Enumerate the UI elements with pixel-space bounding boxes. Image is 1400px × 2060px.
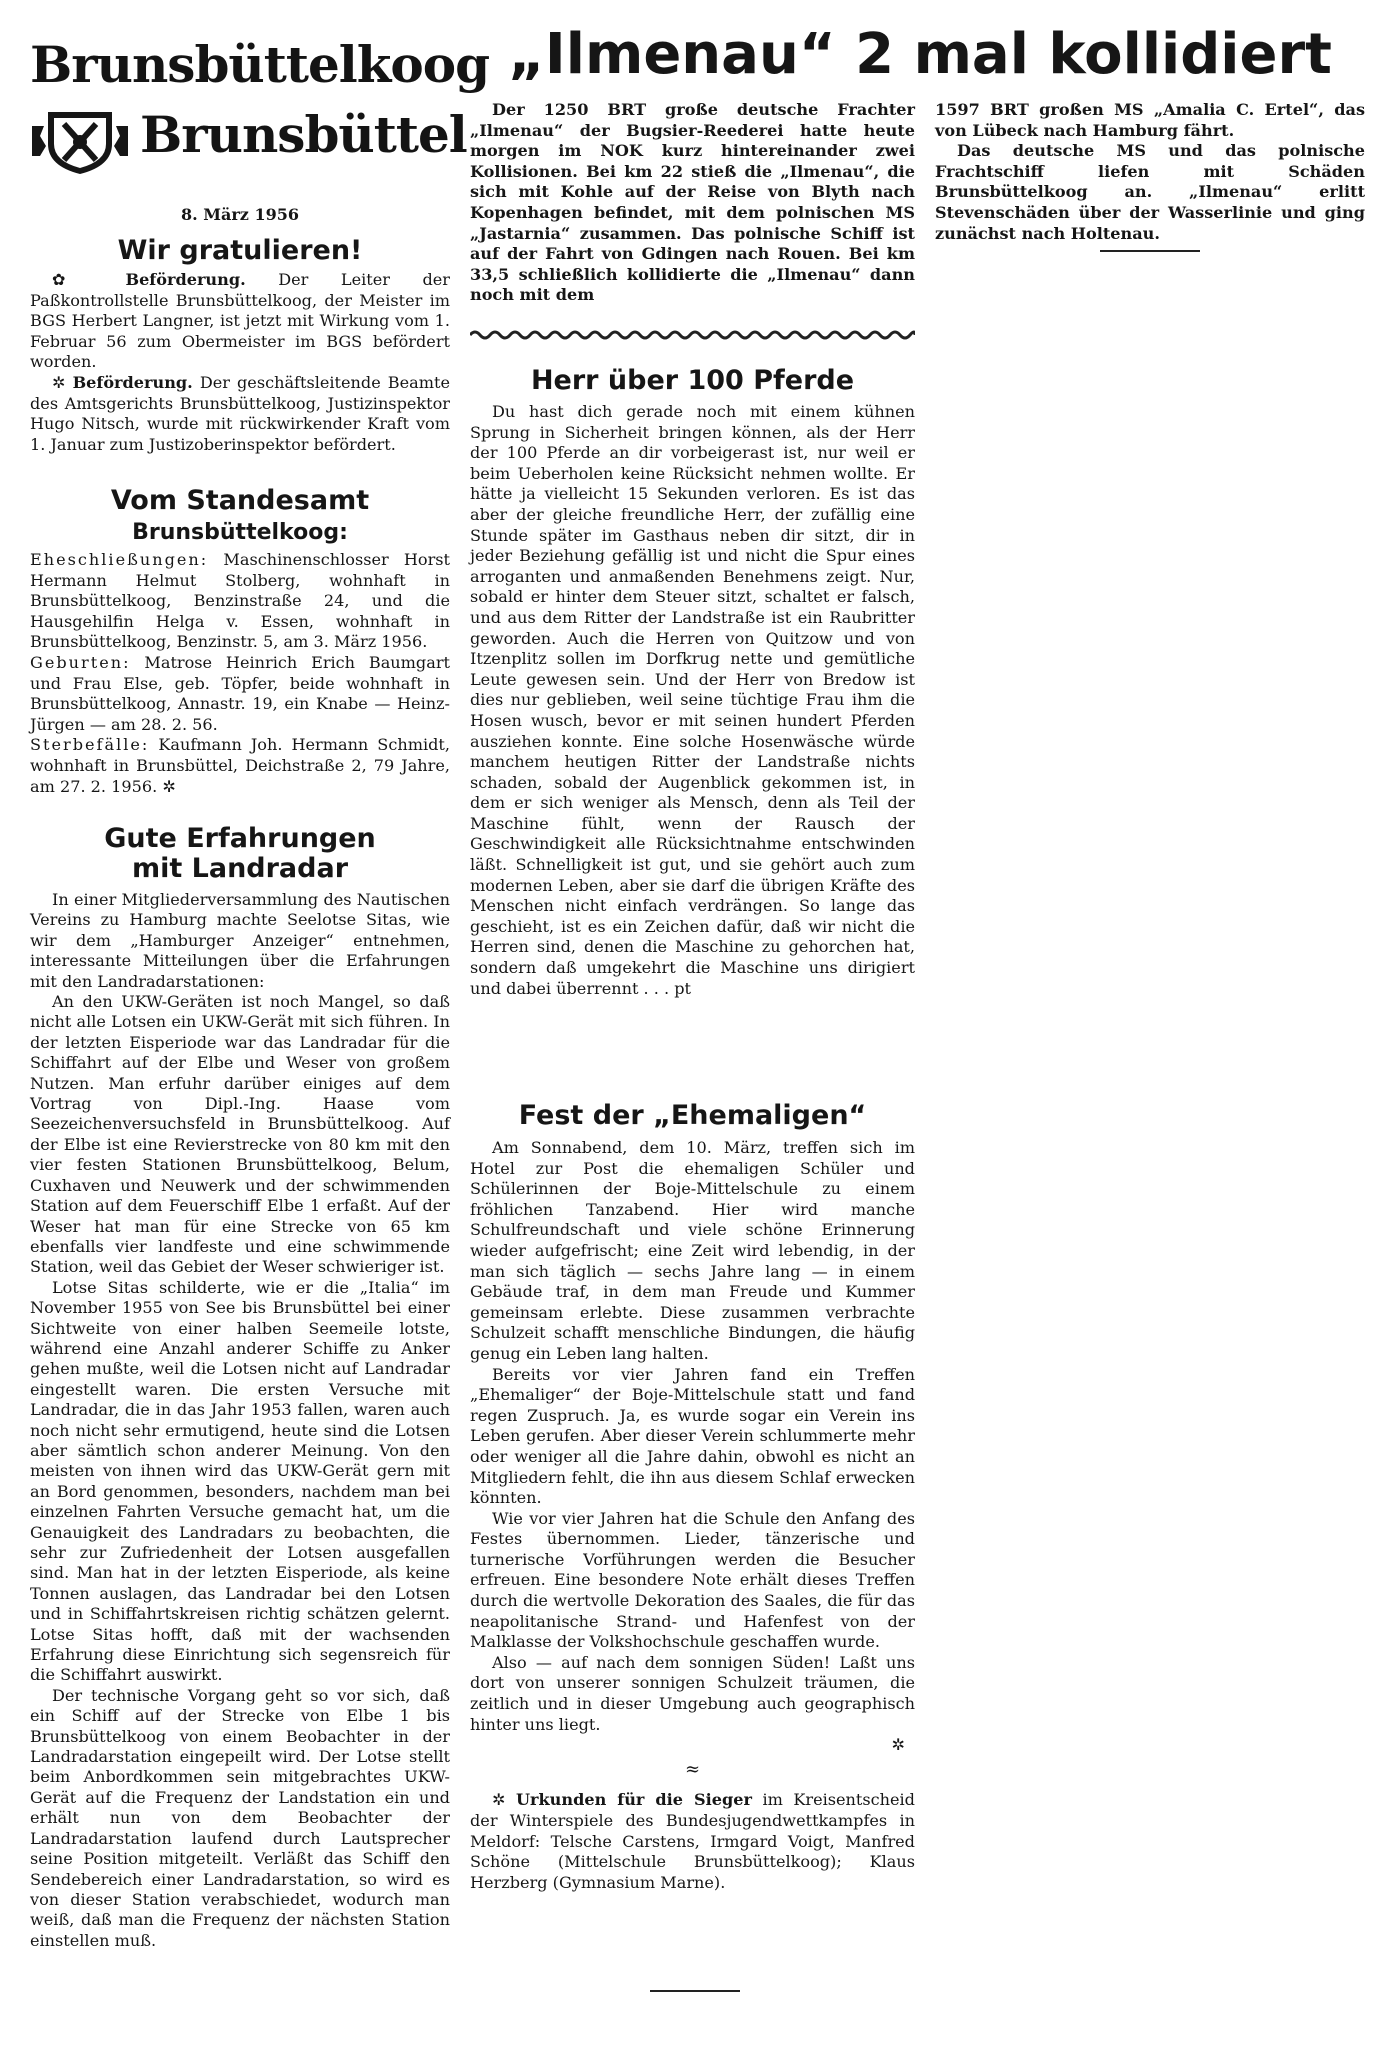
urkunden-end-rule: [650, 1990, 740, 1992]
headline-ehemaligen: Fest der „Ehemaligen“: [518, 1100, 867, 1131]
headline-landradar-line1: Gute Erfahrungen: [104, 823, 376, 854]
wavy-divider: [470, 328, 915, 342]
gratulieren-b1-text: Der Leiter der Paßkontrollstelle Brunsbüttelkoog, der Meister im BGS Herbert Langner, ist jetzt mit Wirkung vom 1. Februar 56 zum Obermeister im BGS befördert worden.: [30, 270, 450, 372]
star-icon: ✲: [891, 1735, 905, 1755]
issue-date: 8. März 1956: [181, 205, 299, 224]
ehemaligen-p4: Also — auf nach dem sonnigen Süden! Laßt uns dort von unserer sonnigen Schulzeit träumen, die zeitlich und in dieser Umgebung auch geographisch hinter uns liegt.: [470, 1652, 915, 1734]
headline-standesamt: Vom Standesamt: [110, 485, 370, 516]
masthead-title-buettel: Brunsbüttel: [140, 105, 467, 164]
star-icon: ✲: [492, 1790, 506, 1810]
landradar-p3: Lotse Sitas schilderte, wie er die „Italia“ im November 1955 von See bis Brunsbüttel bei einer Sichtweite von einer halben Seemeile lotste, während eine Anzahl anderer Schiffe zu Anker gehen mußte, weil die Lotsen nicht auf Landradar eingestellt waren. Die ersten Versuche mit Landradar, die in das Jahr 1953 fallen, waren auch noch nicht sehr ermutigend, heute sind die Lotsen aber sämtlich schon anderer Meinung. Von den meisten von ihnen wird das UKW-Gerät gern mit an Bord genommen, besonders, nachdem man bei einzelnen Fahrten Versuche gemacht hat, um die Genauigkeit des Landradars zu beobachten, die sehr zur Zufriedenheit der Lotsen ausgefallen sind. Man hat in der letzten Eisperiode, als keine Tonnen auslagen, das Landradar bei den Lotsen und in Schiffahrtskreisen richtig schätzen gelernt. Lotse Sitas hofft, daß mit der wachsenden Erfahrung diese Einrichtung sich segensreich für die Schiffahrt auswirkt.: [30, 1277, 450, 1685]
star-icon: ✲: [162, 776, 176, 796]
star-icon: ✲: [52, 372, 66, 392]
ilmenau-p2: 1597 BRT großen MS „Amalia C. Ertel“, das von Lübeck nach Hamburg fährt.: [935, 100, 1365, 140]
town-crest-icon: [30, 106, 130, 176]
urkunden-lead: Urkunden für die Sieger: [516, 1790, 752, 1810]
standesamt-article: [30, 550, 450, 797]
headline-landradar-line2: mit Landradar: [131, 853, 349, 884]
ehemaligen-p2: Bereits vor vier Jahren fand ein Treffen „Ehemaliger“ der Boje-Mittelschule statt und fand regen Zuspruch. Ja, es wurde sogar ein Verein ins Leben gerufen. Aber dieser Verein schlummerte mehr oder weniger all die Jahre dahin, obwohl es nicht an Mitgliedern fehlt, die ihn aus diesem Schlaf erwecken könnten.: [470, 1364, 915, 1508]
landradar-article: [30, 890, 450, 1951]
standesamt-s-text: Kaufmann Joh. Hermann Schmidt, wohnhaft in Brunsbüttel, Deichstraße 2, 79 Jahre, am 27. 2. 1956.: [30, 735, 450, 796]
headline-pferde: Herr über 100 Pferde: [530, 365, 855, 396]
headline-ilmenau: „Ilmenau“ 2 mal kollidiert: [508, 22, 1332, 87]
standesamt-e-lead: Eheschließungen:: [30, 550, 209, 569]
ehemaligen-article: [470, 1138, 915, 1893]
landradar-p2: An den UKW-Geräten ist noch Mangel, so daß nicht alle Lotsen ein UKW-Gerät mit sich führen. In der letzten Eisperiode war das Landradar für die Schiffahrt auf der Elbe und Weser von großem Nutzen. Man erfuhr darüber einiges auf dem Vortrag von Dipl.-Ing. Haase vom Seezeichenversuchsfeld in Brunsbüttelkoog. Auf der Elbe ist eine Revierstrecke von 80 km mit den vier festen Stationen Brunsbüttelkoog, Belum, Cuxhaven und Neuwerk und der schwimmenden Station auf dem Feuerschiff Elbe 1 erfaßt. Auf der Weser hat man für eine Strecke von 65 km ebenfalls vier landfeste und eine schwimmende Station, weil das Gebiet der Weser schwieriger ist.: [30, 992, 450, 1277]
ilmenau-col2: [935, 100, 1365, 244]
ilmenau-col1: [470, 100, 915, 306]
ehemaligen-p3: Wie vor vier Jahren hat die Schule den Anfang des Festes übernommen. Lieder, tänzerische und turnerische Vorführungen werden die Besucher erfreuen. Eine besondere Note erhält dieses Treffen durch die wertvolle Dekoration des Saales, die für das neapolitanische Strand- und Hafenfest von der Malklasse der Volkshochschule geschaffen wurde.: [470, 1508, 915, 1652]
gratulieren-b1-lead: Beförderung.: [125, 270, 246, 289]
standesamt-s-lead: Sterbefälle:: [30, 735, 150, 755]
headline-landradar: [30, 824, 450, 884]
masthead-title-koog: Brunsbüttelkoog: [30, 35, 490, 94]
pferde-article: [470, 402, 915, 999]
divider-icon: ≈: [684, 1758, 701, 1780]
ilmenau-p3: Das deutsche MS und das polnische Frachtschiff liefen mit Schäden Brunsbüttelkoog an. „Ilmenau“ erlitt Stevenschäden über der Wasserlinie und ging zunächst nach Holtenau.: [935, 141, 1365, 243]
standesamt-g-text: Matrose Heinrich Erich Baumgart und Frau Else, geb. Töpfer, beide wohnhaft in Brunsbüttelkoog, Annastr. 19, ein Knabe — Heinz-Jürgen — am 28. 2. 56.: [30, 652, 450, 734]
standesamt-e-text: Maschinenschlosser Horst Hermann Helmut Stolberg, wohnhaft in Brunsbüttelkoog, Benzinstraße 24, und die Hausgehilfin Helga v. Essen, wohnhaft in Brunsbüttelkoog, Benzinstr. 5, am 3. März 1956.: [30, 550, 450, 652]
ilmenau-end-rule: [1100, 250, 1200, 252]
landradar-p4: Der technische Vorgang geht so vor sich, daß ein Schiff auf der Strecke von Elbe 1 bis Brunsbüttelkoog von einem Beobachter in der Landradarstation eingepeilt wird. Der Lotse stellt beim Anbordkommen sein mitgebrachtes UKW-Gerät auf die Frequenz der Landstation ein und erhält nun von dem Beobachter der Landradarstation laufend durch Lautsprecher seine Position mitgeteilt. Verläßt das Schiff den Sendebereich einer Landradarstation, so wird es von dieser Station verabschiedet, wodurch man weiß, daß man die Frequenz der nächsten Station einstellen muß.: [30, 1685, 450, 1950]
landradar-p1: In einer Mitgliederversammlung des Nautischen Vereins zu Hamburg machte Seelotse Sitas, wie wir dem „Hamburger Anzeiger“ entnehmen, interessante Mitteilungen über die Erfahrungen mit den Landradarstationen:: [30, 890, 450, 991]
ehemaligen-p1: Am Sonnabend, dem 10. März, treffen sich im Hotel zur Post die ehemaligen Schüler und Schülerinnen der Boje-Mittelschule zu einem fröhlichen Tanzabend. Hier wird manche Schulfreundschaft und viele schöne Erinnerung wieder aufgefrischt; eine Zeit wird lebendig, in der man sich täglich — sechs Jahre lang — in einem Gebäude traf, in dem man Freude und Kummer gemeinsam erlebte. Diese zusammen verbrachte Schulzeit schafft menschliche Bindungen, die häufig genug ein Leben lang halten.: [470, 1138, 915, 1363]
pferde-p1: Du hast dich gerade noch mit einem kühnen Sprung in Sicherheit bringen können, als der Herr der 100 Pferde an dir vorbeigerast ist, nur weil er beim Ueberholen keine Rücksicht nehmen wollte. Er hätte ja vielleicht 15 Sekunden verloren. Es ist das aber der gleiche freundliche Herr, der zufällig eine Stunde später im Gasthaus neben dir sitzt, dir in jeder Beziehung gefällig ist und nicht die Spur eines arroganten und anmaßenden Benehmens zeigt. Nur, sobald er hinter dem Steuer sitzt, schaltet er falsch, und aus dem Ritter der Landstraße ist ein Raubritter geworden. Auch die Herren von Quitzow und von Itzenplitz sollen im Dorfkrug nette und gemütliche Leute gewesen sein. Und der Herr von Bredow ist dies nur geblieben, weil seine tüchtige Frau ihm die Hosen wusch, bevor er mit seinen hundert Pferden ausziehen konnte. Eine solche Hosenwäsche würde manchem heutigen Ritter der Landstraße nichts schaden, sobald der Augenblick gekommen ist, in dem er sich weniger als Mensch, denn als Teil der Maschine fühlt, wenn der Rausch der Geschwindigkeit alle Rücksichtnahme entschwinden läßt. Schnelligkeit ist gut, und sie gehört auch zum modernen Leben, aber sie darf die übrigen Kräfte des Menschen nicht einfach verdrängen. So lange das geschieht, ist es ein Zeichen dafür, daß wir nicht die Herren sind, denen die Maschine zu gehorchen hat, sondern daß umgekehrt die Maschine uns dirigiert und dabei überrennt . . . pt: [470, 402, 915, 998]
urkunden-text: im Kreisentscheid der Winterspiele des Bundesjugendwettkampfes in Meldorf: Telsche Carstens, Irmgard Voigt, Manfred Schöne (Mittelschule Brunsbüttelkoog); Klaus Herzberg (Gymnasium Marne).: [470, 1790, 915, 1892]
ilmenau-p1: Der 1250 BRT große deutsche Frachter „Ilmenau“ der Bugsier-Reederei hatte heute morgen im NOK kurz hintereinander zwei Kollisionen. Bei km 22 stieß die „Ilmenau“, die sich mit Kohle auf der Reise von Blyth nach Kopenhagen befindet, mit dem polnischen MS „Jastarnia“ zusammen. Das polnische Schiff ist auf der Fahrt von Gdingen nach Rouen. Bei km 33,5 schließlich kollidierte die „Ilmenau“ dann noch mit dem: [470, 100, 915, 305]
flower-icon: ✿: [52, 270, 93, 289]
gratulieren-article: [30, 270, 450, 455]
headline-standesamt-sub: Brunsbüttelkoog:: [132, 520, 348, 545]
headline-gratulieren: Wir gratulieren!: [117, 235, 363, 266]
standesamt-g-lead: Geburten:: [30, 652, 131, 672]
gratulieren-b2-lead: Beförderung.: [72, 372, 193, 392]
gratulieren-b2-text: Der geschäftsleitende Beamte des Amtsgerichts Brunsbüttelkoog, Justizinspektor Hugo Nitsch, wurde mit rückwirkender Kraft vom 1. Januar zum Justizoberinspektor befördert.: [30, 372, 450, 454]
